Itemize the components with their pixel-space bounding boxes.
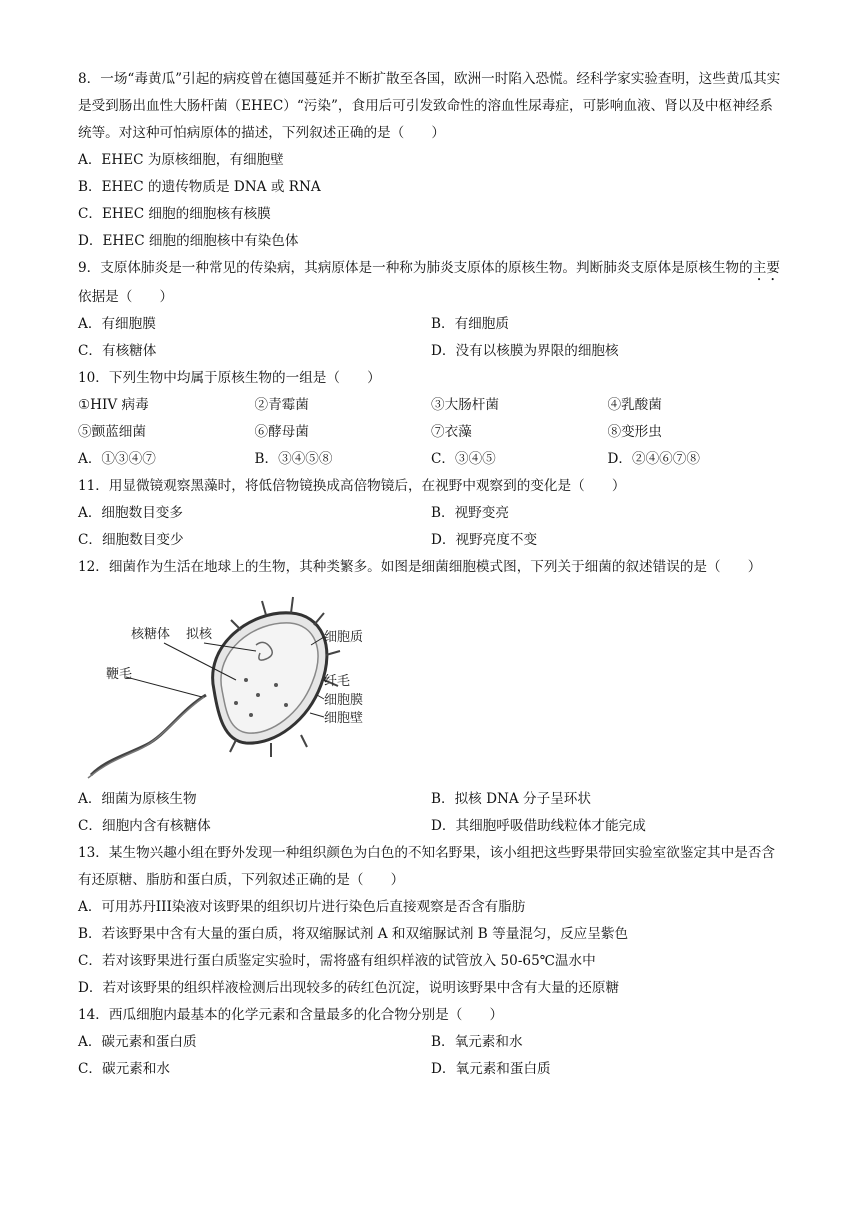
question-stem bbox=[78, 255, 784, 311]
option-d: D．若对该野果的组织样液检测后出现较多的砖红色沉淀，说明该野果中含有大量的还原糖 bbox=[78, 980, 620, 996]
option-b: B．③④⑤⑧ bbox=[254, 451, 333, 467]
label-cytoplasm: 细胞质 bbox=[324, 630, 364, 645]
question-14 bbox=[78, 1002, 784, 1083]
organism-item: ⑥酵母菌 bbox=[254, 424, 309, 440]
option-b: B．有细胞质 bbox=[431, 316, 509, 332]
option-c: C．EHEC 细胞的细胞核有核膜 bbox=[78, 206, 271, 222]
option-b: B．视野变亮 bbox=[431, 505, 509, 521]
option-a: A．细胞数目变多 bbox=[78, 505, 183, 521]
option-a: A．EHEC 为原核细胞，有细胞壁 bbox=[78, 152, 284, 168]
label-ribosome: 核糖体 bbox=[131, 627, 171, 642]
label-cell-membrane: 细胞膜 bbox=[324, 693, 364, 708]
bacteria-diagram bbox=[86, 585, 376, 780]
option-a: A．有细胞膜 bbox=[78, 316, 156, 332]
option-b: B．氧元素和水 bbox=[431, 1034, 523, 1050]
option-b: B．拟核 DNA 分子呈环状 bbox=[431, 791, 591, 807]
option-c: C．有核糖体 bbox=[78, 343, 157, 359]
option-c: C．若对该野果进行蛋白质鉴定实验时，需将盛有组织样液的试管放入 50-65℃温水中 bbox=[78, 953, 596, 969]
option-c: C．细胞数目变少 bbox=[78, 532, 184, 548]
question-stem: 12．细菌作为生活在地球上的生物，其种类繁多。如图是细菌细胞模式图，下列关于细菌的叙述错误的是（ ） bbox=[78, 559, 762, 575]
option-b: B．若该野果中含有大量的蛋白质，将双缩脲试剂 A 和双缩脲试剂 B 等量混匀，反应呈紫色 bbox=[78, 926, 629, 942]
question-stem: 10．下列生物中均属于原核生物的一组是（ ） bbox=[78, 370, 381, 386]
option-a: A．碳元素和蛋白质 bbox=[78, 1034, 197, 1050]
organism-item: ③大肠杆菌 bbox=[431, 397, 499, 413]
label-cell-wall: 细胞壁 bbox=[324, 711, 364, 726]
label-nucleoid: 拟核 bbox=[186, 627, 213, 642]
question-stem: 11．用显微镜观察黑藻时，将低倍物镜换成高倍物镜后，在视野中观察到的变化是（ ） bbox=[78, 478, 626, 494]
option-d: D．②④⑥⑦⑧ bbox=[607, 451, 700, 467]
option-d: D．视野亮度不变 bbox=[431, 532, 538, 548]
exam-page bbox=[78, 66, 784, 1083]
option-a: A．可用苏丹III染液对该野果的组织切片进行染色后直接观察是否含有脂肪 bbox=[78, 899, 526, 915]
option-c: C．碳元素和水 bbox=[78, 1061, 170, 1077]
organism-item: ①HIV 病毒 bbox=[78, 397, 149, 413]
organism-item: ⑦衣藻 bbox=[431, 424, 472, 440]
question-10 bbox=[78, 365, 784, 473]
organism-item: ②青霉菌 bbox=[254, 397, 309, 413]
option-a: A．细菌为原核生物 bbox=[78, 791, 197, 807]
question-11 bbox=[78, 473, 784, 554]
question-stem: 13．某生物兴趣小组在野外发现一种组织颜色为白色的不知名野果，该小组把这些野果带回实验室欲鉴定其中是否含有还原糖、脂肪和蛋白质，下列叙述正确的是（ ） bbox=[78, 845, 775, 888]
question-9 bbox=[78, 255, 784, 365]
stem-part: 依据是（ ） bbox=[78, 289, 174, 305]
option-d: D．其细胞呼吸借助线粒体才能完成 bbox=[431, 818, 646, 834]
question-stem: 14．西瓜细胞内最基本的化学元素和含量最多的化合物分别是（ ） bbox=[78, 1007, 504, 1023]
option-a: A．①③④⑦ bbox=[78, 451, 156, 467]
emphasis-dots: 主要 bbox=[752, 260, 780, 276]
organism-item: ⑤颤蓝细菌 bbox=[78, 424, 146, 440]
option-d: D．没有以核膜为界限的细胞核 bbox=[431, 343, 619, 359]
label-pili: 纤毛 bbox=[324, 674, 351, 689]
option-d: D．EHEC 细胞的细胞核中有染色体 bbox=[78, 233, 299, 249]
label-flagellum: 鞭毛 bbox=[106, 667, 133, 682]
option-c: C．细胞内含有核糖体 bbox=[78, 818, 211, 834]
question-12 bbox=[78, 554, 784, 840]
organism-item: ⑧变形虫 bbox=[607, 424, 662, 440]
option-c: C．③④⑤ bbox=[431, 451, 496, 467]
organism-item: ④乳酸菌 bbox=[607, 397, 662, 413]
option-d: D．氧元素和蛋白质 bbox=[431, 1061, 551, 1077]
question-13 bbox=[78, 840, 784, 1002]
question-8 bbox=[78, 66, 784, 255]
question-stem: 8．一场“毒黄瓜”引起的病疫曾在德国蔓延并不断扩散至各国，欧洲一时陷入恐慌。经科学家实验查明，这些黄瓜其实是受到肠出血性大肠杆菌（EHEC）“污染”，食用后可引发致命性的溶血性尿毒症，可影响血液、肾以及中枢神经系统等。对这种可怕病原体的描述，下列叙述正确的是（ ） bbox=[78, 71, 781, 141]
stem-part: 9．支原体肺炎是一种常见的传染病，其病原体是一种称为肺炎支原体的原核生物。判断肺炎支原体是原核生物的 bbox=[78, 260, 753, 276]
option-b: B．EHEC 的遗传物质是 DNA 或 RNA bbox=[78, 179, 321, 195]
